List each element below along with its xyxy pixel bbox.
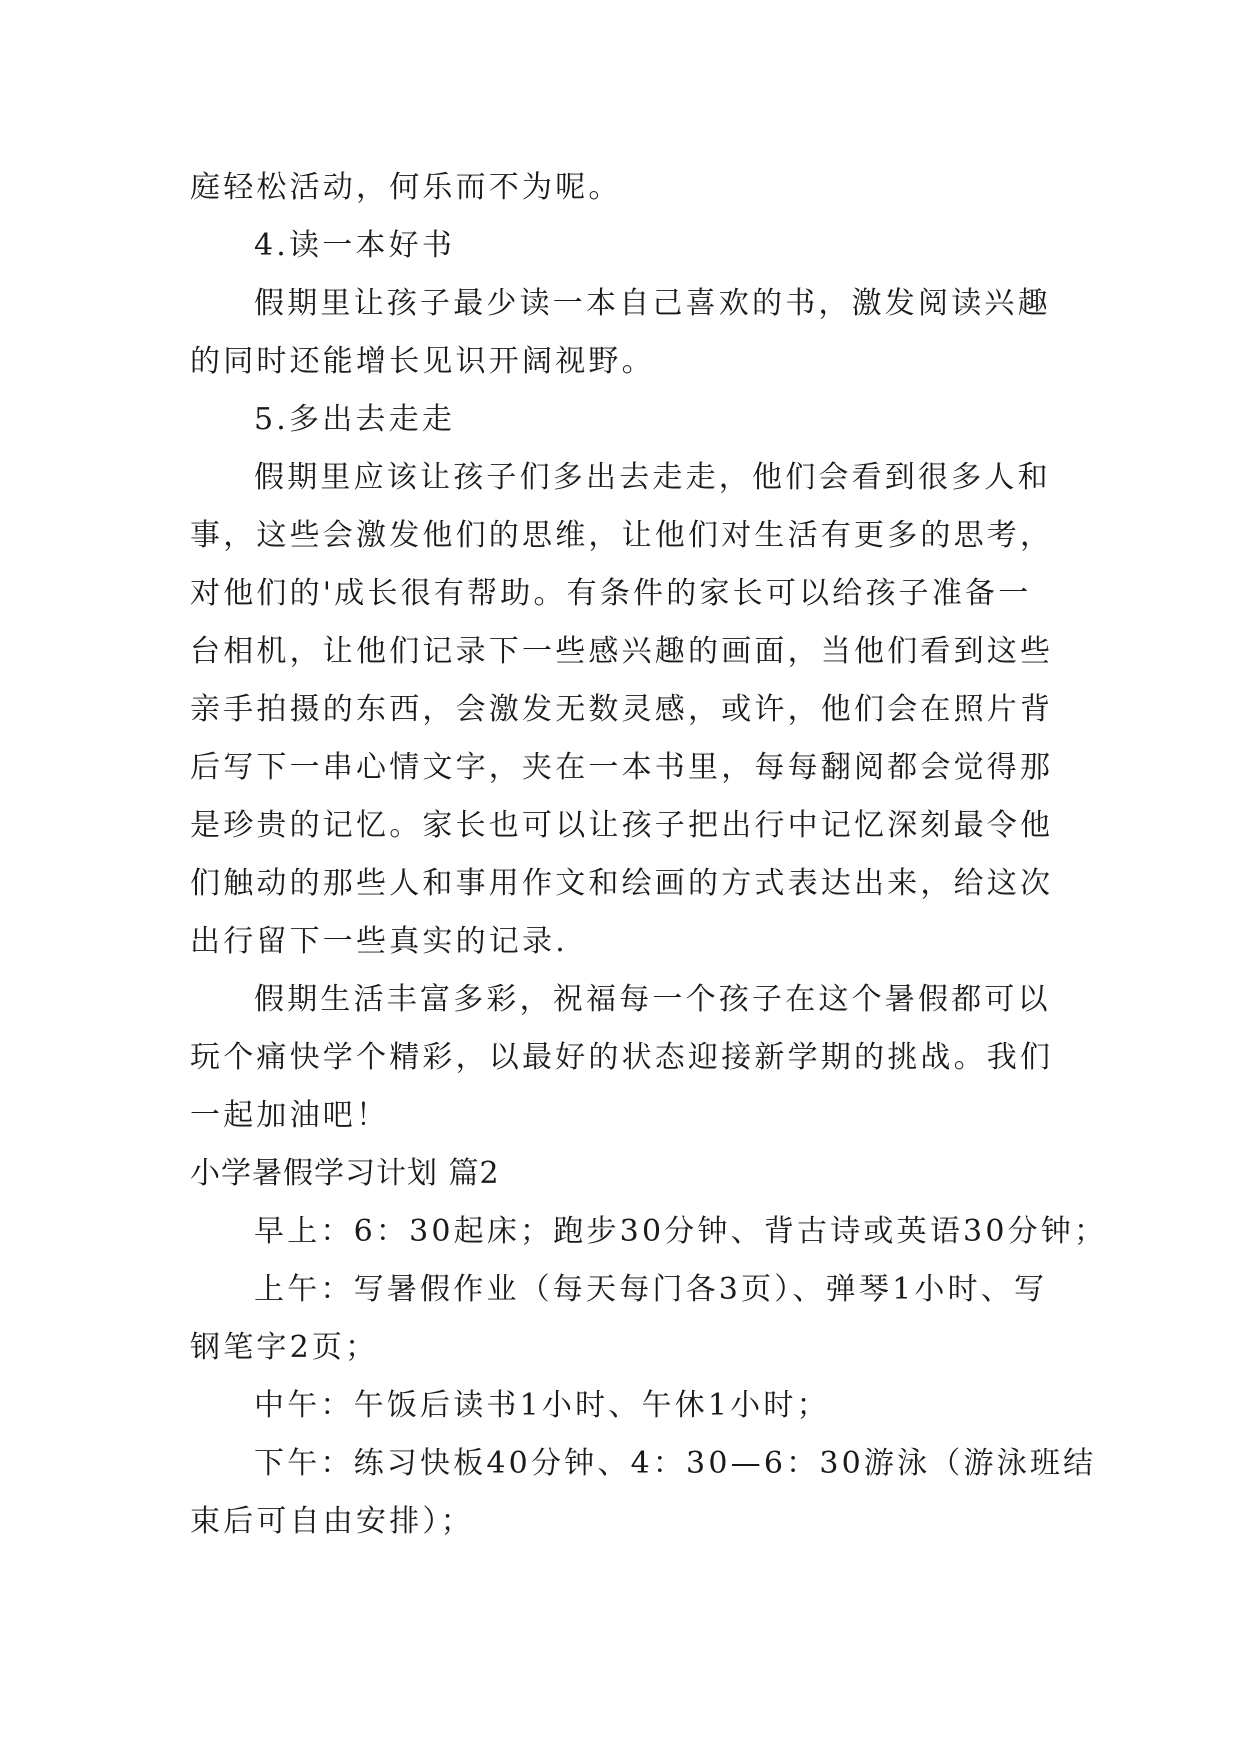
document-title: 小学暑假学习计划 篇2 — [190, 1156, 500, 1191]
section-heading: 5.多出去走走 — [254, 402, 456, 437]
paragraph-line: 们触动的那些人和事用作文和绘画的方式表达出来，给这次 — [190, 866, 1054, 901]
paragraph-line: 对他们的'成长很有帮助。有条件的家长可以给孩子准备一 — [190, 576, 1032, 611]
paragraph-line: 假期生活丰富多彩，祝福每一个孩子在这个暑假都可以 — [254, 982, 1051, 1017]
schedule-line: 束后可自由安排）； — [190, 1504, 474, 1539]
paragraph-line: 玩个痛快学个精彩，以最好的状态迎接新学期的挑战。我们 — [190, 1040, 1054, 1075]
schedule-line: 钢笔字2页； — [190, 1330, 379, 1365]
paragraph-line: 一起加油吧！ — [190, 1098, 390, 1133]
section-heading: 4.读一本好书 — [254, 228, 456, 263]
schedule-line: 上午：写暑假作业（每天每门各3页）、弹琴1小时、写 — [254, 1272, 1048, 1307]
paragraph-line: 是珍贵的记忆。家长也可以让孩子把出行中记忆深刻最令他 — [190, 808, 1054, 843]
paragraph-line: 假期里让孩子最少读一本自己喜欢的书，激发阅读兴趣 — [254, 286, 1051, 321]
schedule-line: 早上：6：30起床；跑步30分钟、背古诗或英语30分钟； — [254, 1214, 1108, 1249]
paragraph-line: 出行留下一些真实的记录. — [190, 924, 568, 959]
schedule-line: 下午：练习快板40分钟、4：30—6：30游泳（游泳班结 — [254, 1446, 1097, 1481]
schedule-line: 中午：午饭后读书1小时、午休1小时； — [254, 1388, 830, 1423]
paragraph-line: 后写下一串心情文字，夹在一本书里，每每翻阅都会觉得那 — [190, 750, 1054, 785]
paragraph-line: 假期里应该让孩子们多出去走走，他们会看到很多人和 — [254, 460, 1051, 495]
paragraph-line: 事，这些会激发他们的思维，让他们对生活有更多的思考， — [190, 518, 1054, 553]
paragraph-line: 庭轻松活动，何乐而不为呢。 — [190, 170, 622, 205]
paragraph-line: 台相机，让他们记录下一些感兴趣的画面，当他们看到这些 — [190, 634, 1054, 669]
paragraph-line: 亲手拍摄的东西，会激发无数灵感，或许，他们会在照片背 — [190, 692, 1054, 727]
paragraph-line: 的同时还能增长见识开阔视野。 — [190, 344, 655, 379]
